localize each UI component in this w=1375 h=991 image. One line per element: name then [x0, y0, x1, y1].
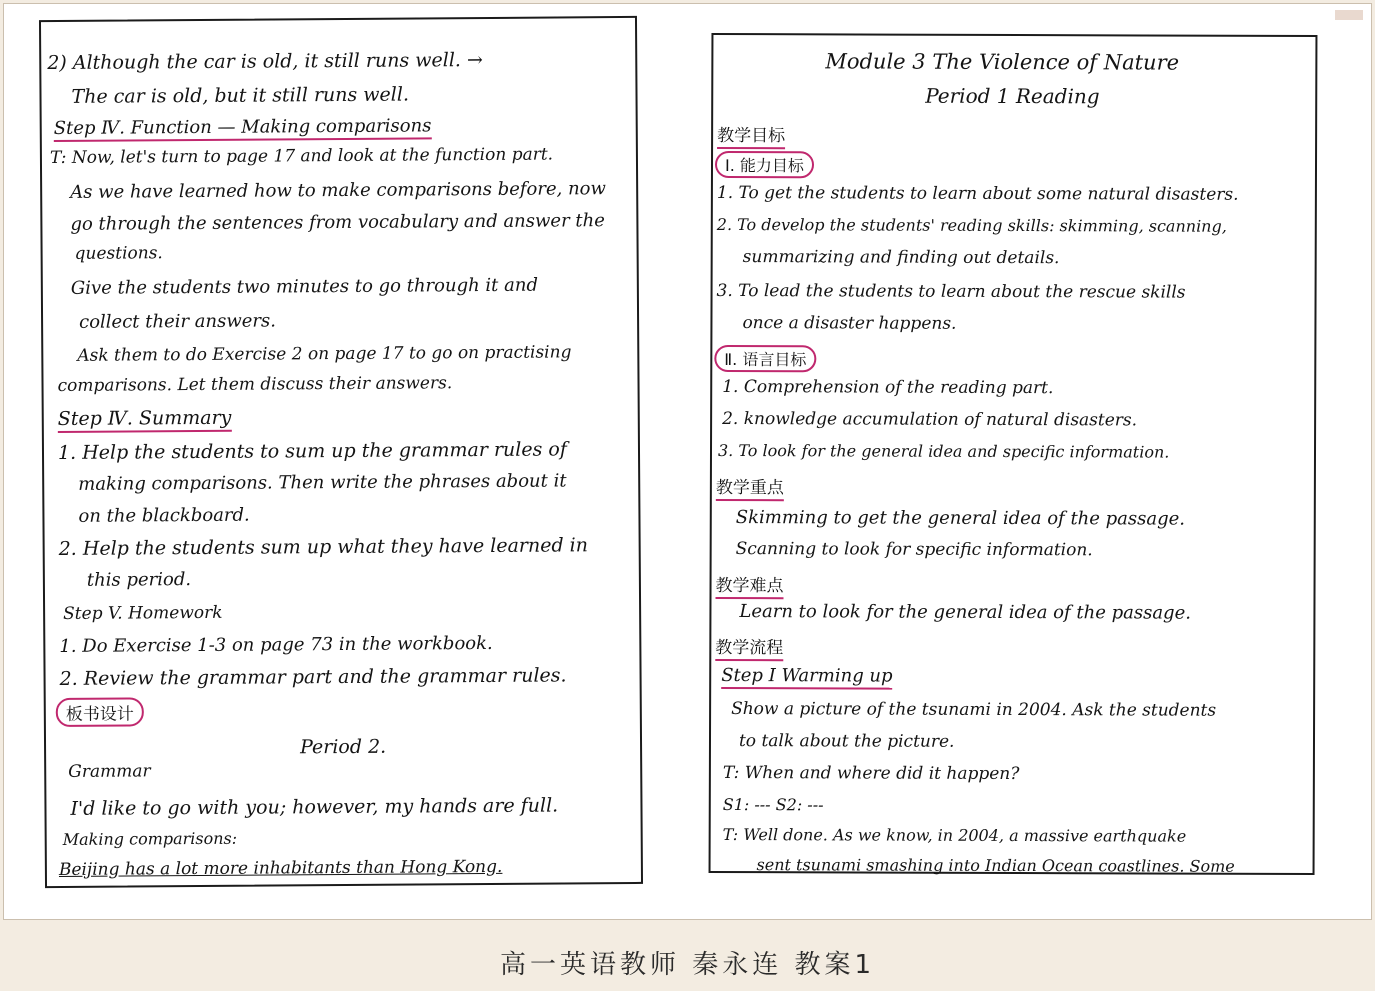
teaching-objectives-label: 教学目标 [717, 121, 785, 149]
corner-mark [1335, 10, 1363, 20]
step-1-warming-up: Step Ⅰ Warming up [721, 665, 892, 690]
period-1-title: Period 1 Reading [925, 83, 1100, 109]
right-line-15: Skimming to get the general idea of the passage. [735, 507, 1186, 530]
teaching-difficult-points-label: 教学难点 [715, 571, 783, 599]
right-line-7: summarizing and finding out details. [742, 247, 1060, 269]
teaching-procedure-label: 教学流程 [715, 633, 783, 661]
left-line-5: As we have learned how to make comparisons before, now [70, 178, 606, 203]
ability-objectives-label: Ⅰ. 能力目标 [715, 151, 814, 178]
left-line-17: this period. [86, 569, 192, 591]
right-line-6: 2. To develop the students' reading skills: skimming, scanning, [716, 214, 1227, 236]
right-line-18: Learn to look for the general idea of the passage. [739, 601, 1192, 624]
left-line-26: Beijing has a lot more inhabitants than Hong Kong. [58, 856, 503, 880]
right-line-24: S1: --- S2: --- [722, 794, 824, 815]
left-line-14: making comparisons. Then write the phrases about it [78, 470, 567, 495]
right-line-5: 1. To get the students to learn about some natural disasters. [716, 182, 1239, 205]
page-caption: 高一英语教师 秦永连 教案1 [499, 950, 876, 980]
left-line-15: on the blackboard. [78, 504, 250, 527]
left-line-6: go through the sentences from vocabulary and answer the [70, 210, 605, 235]
left-line-1: 2) Although the car is old, it still runs well. → [47, 49, 483, 75]
scanned-sheet [3, 3, 1372, 920]
right-line-9: once a disaster happens. [742, 313, 957, 334]
left-notebook-page [39, 16, 643, 888]
left-line-25: Making comparisons: [62, 828, 238, 849]
board-design-label: 板书设计 [56, 697, 144, 727]
right-line-26: sent tsunami smashing into Indian Ocean coastlines. Some [756, 855, 1235, 876]
left-line-19: 1. Do Exercise 1-3 on page 73 in the workbook. [59, 632, 493, 657]
left-line-4: T: Now, let's turn to page 17 and look at the function part. [49, 144, 554, 169]
left-line-11: comparisons. Let them discuss their answers. [57, 373, 453, 396]
right-line-25: T: Well done. As we know, in 2004, a massive earthquake [722, 824, 1187, 846]
right-line-22: to talk about the picture. [738, 731, 955, 752]
left-line-13: 1. Help the students to sum up the grammar rules of [57, 438, 567, 464]
teaching-key-points-label: 教学重点 [716, 473, 784, 501]
grammar-heading: Grammar [68, 761, 151, 782]
language-objectives-label: Ⅱ. 语言目标 [714, 345, 816, 372]
right-line-8: 3. To lead the students to learn about the rescue skills [716, 280, 1186, 303]
right-notebook-page [709, 33, 1318, 875]
module-title: Module 3 The Violence of Nature [825, 49, 1180, 75]
left-line-9: collect their answers. [79, 310, 277, 333]
step-homework-heading: Step V. Homework [63, 602, 223, 624]
right-line-13: 3. To look for the general idea and specific information. [717, 440, 1170, 462]
left-line-24: I'd like to go with you; however, my hands are full. [70, 794, 559, 820]
left-line-16: 2. Help the students sum up what they have learned in [58, 534, 589, 560]
step-summary-heading: Step Ⅳ. Summary [58, 407, 232, 433]
right-line-11: 1. Comprehension of the reading part. [722, 376, 1054, 399]
step-function-heading: Step Ⅳ. Function — Making comparisons [54, 115, 432, 142]
left-line-7: questions. [74, 243, 163, 264]
right-line-16: Scanning to look for specific information. [735, 539, 1093, 561]
right-line-23: T: When and where did it happen? [722, 762, 1020, 785]
left-line-2: The car is old, but it still runs well. [71, 83, 410, 108]
left-line-8: Give the students two minutes to go through it and [70, 274, 539, 299]
period-2-heading: Period 2. [299, 735, 387, 759]
right-line-21: Show a picture of the tsunami in 2004. Ask the students [731, 699, 1217, 721]
right-line-12: 2. knowledge accumulation of natural disasters. [722, 408, 1138, 431]
left-line-20: 2. Review the grammar part and the grammar rules. [59, 664, 567, 690]
left-line-10: Ask them to do Exercise 2 on page 17 to go on practising [77, 342, 572, 366]
